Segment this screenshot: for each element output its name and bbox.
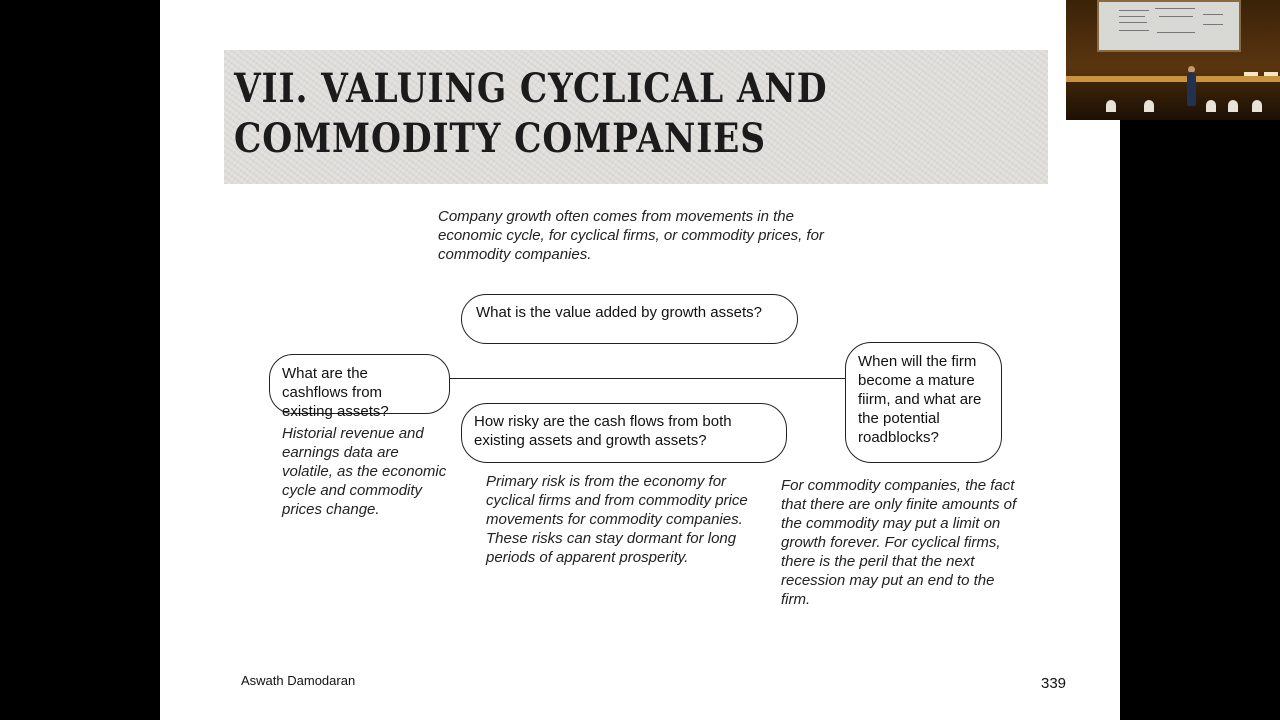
- inset-audience-member: [1252, 100, 1262, 112]
- question-maturity: When will the firm become a mature fiirm, and what are the potential roadblocks?: [845, 342, 1002, 463]
- inset-floor: [1066, 82, 1280, 120]
- note-existing-assets: Historial revenue and earnings data are volatile, as the economic cycle and commodity prices change.: [282, 425, 447, 518]
- note-maturity: For commodity companies, the fact that there are only finite amounts of the commodity may put a limit on growth forever. For cyclical firms, there is the peril that the next recession may put an end to the firm.: [781, 477, 1017, 608]
- footer-author: Aswath Damodaran: [241, 673, 356, 688]
- inset-projection-screen: [1097, 0, 1241, 52]
- inset-presenter: [1187, 72, 1196, 106]
- note-risk: Primary risk is from the economy for cyclical firms and from commodity price movements for commodity companies. These risks can stay dormant for long periods of apparent prosperity.: [486, 473, 748, 566]
- inset-audience-member: [1106, 100, 1116, 112]
- question-risk: How risky are the cash flows from both existing assets and growth assets?: [461, 403, 787, 463]
- inset-lamp: [1264, 72, 1278, 76]
- inset-lamp: [1244, 72, 1258, 76]
- inset-audience-member: [1228, 100, 1238, 112]
- inset-audience-member: [1206, 100, 1216, 112]
- inset-audience-member: [1144, 100, 1154, 112]
- question-growth-assets: What is the value added by growth assets?: [461, 294, 798, 344]
- intro-text: Company growth often comes from movements in the economic cycle, for cyclical firms, or commodity prices, for commodity companies.: [438, 208, 824, 263]
- question-existing-assets: What are the cashflows from existing assets?: [269, 354, 450, 414]
- slide-title: VII. VALUING CYCLICAL AND COMMODITY COMPANIES: [234, 65, 828, 162]
- connector-line: [450, 378, 845, 379]
- slide: [160, 0, 1120, 720]
- title-banner: [224, 50, 1048, 184]
- lecture-video-inset: [1066, 0, 1280, 120]
- page-number: 339: [1041, 675, 1067, 692]
